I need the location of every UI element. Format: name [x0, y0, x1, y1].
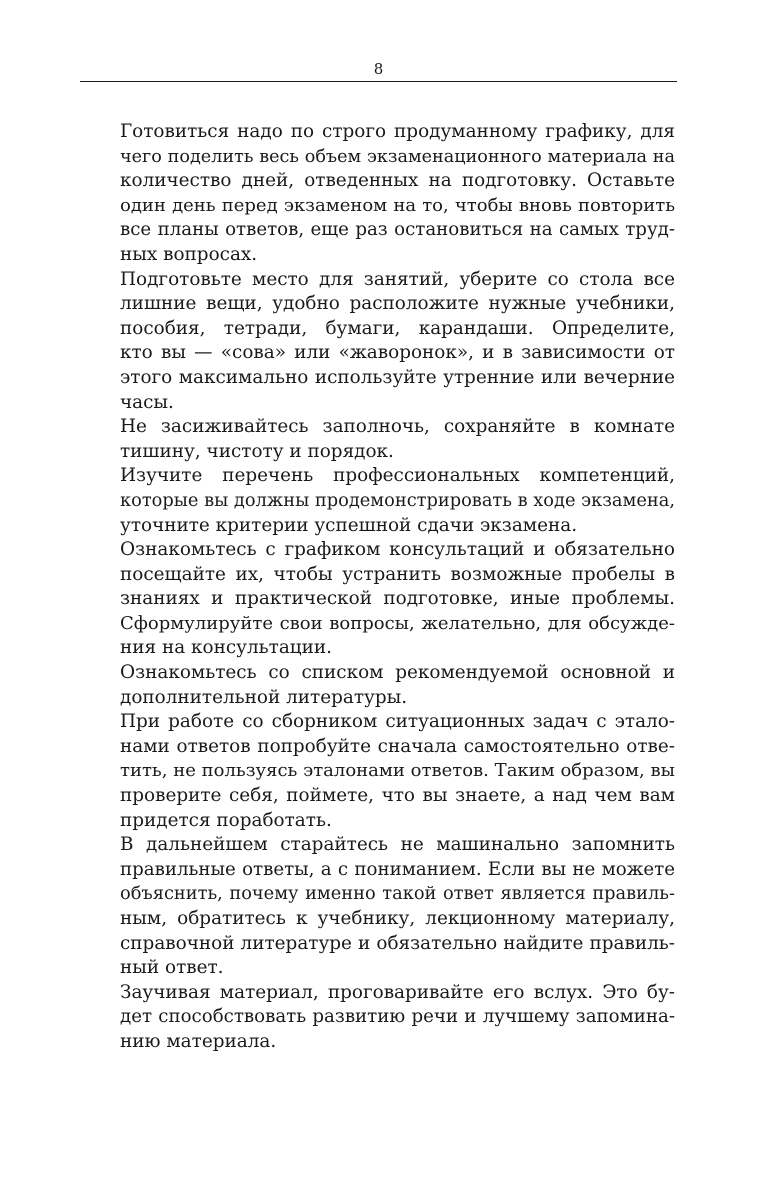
body-text [80, 120, 675, 1055]
text-line: объяснить, почему именно такой ответ является правиль- [120, 883, 675, 905]
page-number: 8 [373, 60, 384, 78]
paragraph [80, 415, 675, 464]
text-line: тить, не пользуясь эталонами ответов. Таким образом, вы [120, 760, 675, 782]
header-rule [80, 81, 677, 82]
paragraph [80, 538, 675, 661]
paragraph [80, 661, 675, 710]
paragraph [80, 120, 675, 268]
text-line: лишние вещи, удобно расположите нужные учебники, [120, 293, 675, 315]
text-line: ным, обратитесь к учебнику, лекционному материалу, [120, 908, 675, 929]
text-line: Сформулируйте свои вопросы, желательно, для обсужде- [120, 612, 675, 634]
text-line: справочной литературе и обязательно найдите правиль- [120, 932, 675, 954]
text-line: Заучивая материал, проговаривайте его вслух. Это бу- [120, 981, 675, 1003]
text-line: один день перед экзаменом на то, чтобы вновь повторить [120, 194, 675, 216]
text-line: этого максимально используйте утренние или вечерние [120, 366, 675, 388]
text-line: Подготовьте место для занятий, уберите со стола все [120, 268, 675, 290]
paragraph [80, 981, 675, 1055]
paragraph [80, 268, 675, 416]
text-line: нию материала. [120, 1030, 277, 1052]
text-line: ния на консультации. [120, 637, 332, 659]
text-line: Ознакомьтесь со списком рекомендуемой основной и [120, 662, 675, 684]
text-line: придется поработать. [120, 809, 332, 831]
text-line: которые вы должны продемонстрировать в ходе экзамена, [120, 489, 675, 511]
text-line: знаниях и практической подготовке, иные проблемы. [120, 588, 675, 610]
text-line: чего поделить весь объем экзаменационного материала на [120, 146, 675, 167]
text-line: кто вы — «сова» или «жаворонок», и в зависимости от [120, 342, 675, 364]
text-line: дет способствовать развитию речи и лучшему запомина- [120, 1006, 675, 1028]
text-line: количество дней, отведенных на подготовку. Оставьте [120, 170, 675, 192]
text-line: В дальнейшем старайтесь не машинально запомнить [120, 834, 675, 856]
text-line: тишину, чистоту и порядок. [120, 440, 394, 462]
paragraph [80, 464, 675, 538]
text-line: Готовиться надо по строго продуманному графику, для [120, 121, 675, 142]
text-line: нами ответов попробуйте сначала самостоятельно отве- [120, 735, 675, 757]
text-line: посещайте их, чтобы устранить возможные пробелы в [120, 563, 675, 585]
text-line: часы. [120, 391, 174, 413]
paragraph [80, 710, 675, 833]
text-line: ный ответ. [120, 957, 224, 979]
text-line: Ознакомьтесь с графиком консультаций и обязательно [120, 539, 675, 561]
text-line: Не засиживайтесь заполночь, сохраняйте в комнате [120, 416, 675, 438]
text-line: правильные ответы, а с пониманием. Если вы не можете [120, 858, 675, 880]
paragraph [80, 833, 675, 981]
text-line: Изучите перечень профессиональных компетенций, [120, 465, 675, 487]
text-line: ных вопросах. [120, 243, 258, 265]
text-line: уточните критерии успешной сдачи экзамена. [120, 514, 578, 536]
text-line: все планы ответов, еще раз остановиться на самых труд- [120, 219, 675, 241]
text-line: проверите себя, поймете, что вы знаете, а над чем вам [120, 785, 675, 807]
text-line: пособия, тетради, бумаги, карандаши. Определите, [120, 317, 675, 339]
text-line: При работе со сборником ситуационных задач с этало- [120, 711, 675, 733]
text-line: дополнительной литературы. [120, 686, 408, 708]
